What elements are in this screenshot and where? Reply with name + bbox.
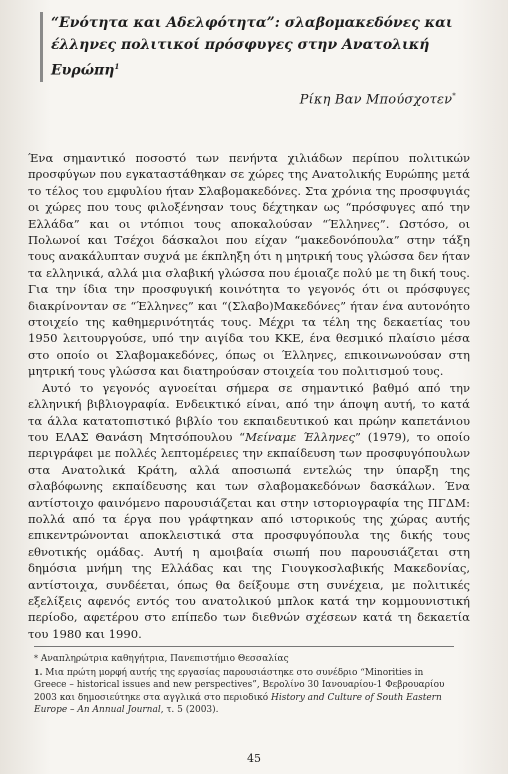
chapter-title	[51, 12, 481, 82]
author-name	[300, 92, 456, 107]
author-footnote-ref: *	[452, 92, 456, 100]
author-text: Ρίκη Βαν Μπούσχοτεν	[299, 92, 453, 108]
paragraph-1: Ένα σημαντικό ποσοστό των πενήντα χιλιάδων περίπου πολιτικών προσφύγων που εγκαταστάθηκαν σε χώρες της Ανατολικής Ευρώπης μετά το τέλος του εμφυλίου ήταν Σλαβομακεδόνες. Στα χρόνια της προσφυγιάς οι χώρες που τους φιλοξένησαν τους δέχτηκαν ως “πρόσφυγες από την Ελλάδα” και οι ντόπιοι τους αποκαλούσαν “Έλληνες”. Ωστόσο, οι Πολωνοί και Τσέχοι δάσκαλοι που είχαν “μακεδονόπουλα” στην τάξη τους ανακάλυπταν συχνά με έκπληξη ότι η μητρική τους γλώσσα δεν ήταν τα ελληνικά, αλλά μια σλαβική γλώσσα που έμοιαζε πολύ με τη δική τους. Για την ίδια την προσφυγική κοινότητα το γεγονός ότι οι πρόσφυγες διακρίνονταν σε “Έλληνες” και “(Σλαβο)Μακεδόνες” ήταν ένα αυτονόητο στοιχείο της καθημερινότητάς τους. Μέχρι τα τέλη της δεκαετίας του 1950 λειτουργούσε, υπό την αιγίδα του ΚΚΕ, ένα θεσμικό πλαίσιο μέσα στο οποίο οι Σλαβομακεδόνες, όπως οι Έλληνες, επικοινωνούσαν στη μητρική τους γλώσσα και διατηρούσαν στοιχεία του πολιτισμού τους.	[28, 151, 470, 379]
paragraph-2-start: Αυτό το γεγονός αγνοείται σήμερα σε σημαντικό βαθμό από την ελληνική βιβλιογραφία. Ενδεικτικό είναι, από την άποψη αυτή, το κατά τα άλλα κατατοπιστικό βιβλίο του εκπαιδευτικού και πρώην καπετάνιου του ΕΛΑΣ Θανάση Μητσόπουλου “	[28, 380, 470, 444]
chapter-heading	[40, 12, 481, 82]
footnote-star-mark: *	[34, 654, 38, 663]
footnote-1-end: , τ. 5 (2003).	[160, 705, 219, 715]
body-text	[28, 150, 470, 642]
title-quoted: “Ενότητα και Αδελφότητα”	[51, 15, 275, 31]
page-number: 45	[247, 752, 261, 765]
footnote-1	[34, 666, 454, 717]
paragraph-2-end: ” (1979), το οποίο περιγράφει με πολλές λεπτομέρειες την εκπαίδευση των προσφυγόπουλων στα Ανατολικά Κράτη, αλλά αποσιωπά εντελώς την ύπαρξη της σλαβόφωνης εκπαίδευσης και των σλαβομακεδόνων δασκάλων. Ένα αντίστοιχο φαινόμενο παρουσιάζεται και στην ιστοριογραφία της ΠΓΔΜ: πολλά από τα έργα που γράφτηκαν από ιστορικούς της χώρας αυτής επικεντρώνονται αποκλειστικά στα προσφυγόπουλα της δικής τους εθνοτικής ομάδας. Αυτή η αμοιβαία σιωπή που παρουσιάζεται στη δημόσια μνήμη της Ελλάδας και της Γιουγκοσλαβικής Μακεδονίας, αντίστοιχα, συνδέεται, όπως θα δείξουμε στη συνέχεια, με πολιτικές εξελίξεις αφενός εντός του ανατολικού μπλοκ κατά την κομμουνιστική περίοδο, αφετέρου στο επίπεδο των διεθνών σχέσεων κατά τη δεκαετία του 1980 και 1990.	[28, 429, 470, 641]
footnotes	[34, 646, 454, 717]
paragraph-2	[28, 380, 470, 643]
title-footnote-ref: 1	[114, 62, 120, 71]
footnote-star	[34, 653, 454, 666]
book-title: Μείναμε Έλληνες	[245, 429, 355, 444]
footnote-star-text: Αναπληρώτρια καθηγήτρια, Πανεπιστήμιο Θεσσαλίας	[40, 654, 289, 664]
title-rest: : σλαβομακεδόνες και έλληνες πολιτικοί πρόσφυγες στην Ανατολική Ευρώπη	[51, 15, 453, 79]
footnote-1-start: Μια πρώτη μορφή αυτής της εργασίας παρουσιάστηκε στο συνέδριο “Minorities in Greece – historical issues and new perspectives”, Βερολίνο 30 Ιανουαρίου-1 Φεβρουαρίου 2003 και δημοσιεύτηκε στα αγγλικά στο περιοδικό	[34, 667, 445, 703]
footnote-1-mark: 1.	[34, 666, 43, 677]
footnote-1-journal: History and Culture of South Eastern Europe – An Annual Journal	[34, 692, 442, 715]
